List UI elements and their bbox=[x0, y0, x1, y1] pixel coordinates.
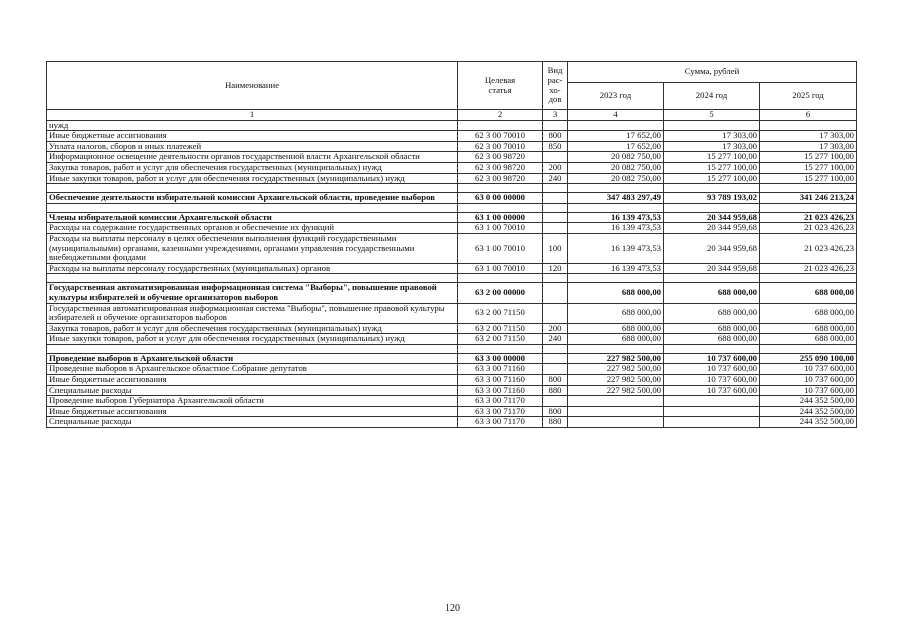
item-name: нужд bbox=[47, 120, 458, 131]
empty-cell bbox=[458, 184, 543, 193]
table-header bbox=[47, 62, 857, 121]
expense-type bbox=[543, 283, 568, 303]
table-row bbox=[47, 334, 857, 345]
expense-type: 240 bbox=[543, 173, 568, 184]
amount-2024: 17 303,00 bbox=[664, 131, 760, 142]
table-row bbox=[47, 212, 857, 223]
table-body bbox=[47, 120, 857, 427]
amount-2023: 688 000,00 bbox=[568, 323, 664, 334]
amount-2024: 688 000,00 bbox=[664, 334, 760, 345]
target-article: 63 1 00 70010 bbox=[458, 233, 543, 263]
target-article bbox=[458, 120, 543, 131]
header-expense-type: Вид рас- хо- дов bbox=[543, 62, 568, 110]
table-row bbox=[47, 417, 857, 428]
amount-2025: 15 277 100,00 bbox=[760, 152, 857, 163]
item-name: Иные бюджетные ассигнования bbox=[47, 406, 458, 417]
amount-2025: 17 303,00 bbox=[760, 141, 857, 152]
empty-cell bbox=[760, 344, 857, 353]
table-row bbox=[47, 233, 857, 263]
amount-2024: 688 000,00 bbox=[664, 323, 760, 334]
expense-type: 880 bbox=[543, 417, 568, 428]
item-name: Специальные расходы bbox=[47, 385, 458, 396]
amount-2025: 10 737 600,00 bbox=[760, 364, 857, 375]
expense-type: 850 bbox=[543, 141, 568, 152]
amount-2025: 15 277 100,00 bbox=[760, 162, 857, 173]
target-article: 63 3 00 71170 bbox=[458, 406, 543, 417]
amount-2023: 20 082 750,00 bbox=[568, 173, 664, 184]
table-row bbox=[47, 120, 857, 131]
amount-2024: 15 277 100,00 bbox=[664, 162, 760, 173]
item-name: Иные закупки товаров, работ и услуг для обеспечения государственных (муниципальных) нужд bbox=[47, 173, 458, 184]
amount-2023: 227 982 500,00 bbox=[568, 385, 664, 396]
expense-type bbox=[543, 396, 568, 407]
amount-2023: 20 082 750,00 bbox=[568, 162, 664, 173]
header-sum-rubles: Сумма, рублей bbox=[568, 62, 857, 83]
target-article: 63 3 00 71160 bbox=[458, 375, 543, 386]
column-number-row bbox=[47, 110, 857, 121]
amount-2024 bbox=[664, 406, 760, 417]
amount-2023 bbox=[568, 417, 664, 428]
expense-type bbox=[543, 152, 568, 163]
amount-2025: 688 000,00 bbox=[760, 323, 857, 334]
empty-cell bbox=[543, 184, 568, 193]
item-name: Обеспечение деятельности избирательной комиссии Архангельской области, проведение выборов bbox=[47, 193, 458, 204]
amount-2024: 20 344 959,68 bbox=[664, 233, 760, 263]
column-number: 1 bbox=[47, 110, 458, 121]
amount-2023 bbox=[568, 120, 664, 131]
target-article: 62 3 00 98720 bbox=[458, 152, 543, 163]
item-name: Государственная автоматизированная информационная система "Выборы", повышение правовой культуры избирателей и обучение организаторов выборов bbox=[47, 283, 458, 303]
amount-2023: 17 652,00 bbox=[568, 131, 664, 142]
target-article: 63 1 00 00000 bbox=[458, 212, 543, 223]
target-article: 63 3 00 71160 bbox=[458, 385, 543, 396]
item-name: Специальные расходы bbox=[47, 417, 458, 428]
item-name: Проведение выборов в Архангельское областное Собрание депутатов bbox=[47, 364, 458, 375]
amount-2023: 688 000,00 bbox=[568, 283, 664, 303]
amount-2024 bbox=[664, 120, 760, 131]
amount-2023 bbox=[568, 406, 664, 417]
amount-2025: 21 023 426,23 bbox=[760, 223, 857, 234]
amount-2023: 16 139 473,53 bbox=[568, 233, 664, 263]
target-article: 62 3 00 98720 bbox=[458, 162, 543, 173]
item-name: Уплата налогов, сборов и иных платежей bbox=[47, 141, 458, 152]
item-name: Государственная автоматизированная информационная система "Выборы", повышение правовой культуры избирателей и обучение организаторов выборов bbox=[47, 303, 458, 323]
amount-2024: 10 737 600,00 bbox=[664, 375, 760, 386]
expense-type: 240 bbox=[543, 334, 568, 345]
empty-cell bbox=[47, 203, 458, 212]
amount-2025: 341 246 213,24 bbox=[760, 193, 857, 204]
amount-2024: 17 303,00 bbox=[664, 141, 760, 152]
table-row bbox=[47, 131, 857, 142]
amount-2025: 15 277 100,00 bbox=[760, 173, 857, 184]
expense-type: 800 bbox=[543, 375, 568, 386]
empty-cell bbox=[760, 184, 857, 193]
page-number: 120 bbox=[445, 603, 460, 614]
expense-type bbox=[543, 223, 568, 234]
empty-cell bbox=[47, 184, 458, 193]
amount-2024: 10 737 600,00 bbox=[664, 364, 760, 375]
amount-2023: 16 139 473,53 bbox=[568, 263, 664, 274]
table-row bbox=[47, 173, 857, 184]
amount-2023: 347 483 297,49 bbox=[568, 193, 664, 204]
spacer-row bbox=[47, 344, 857, 353]
target-article: 62 3 00 98720 bbox=[458, 173, 543, 184]
amount-2024: 15 277 100,00 bbox=[664, 152, 760, 163]
expense-type: 120 bbox=[543, 263, 568, 274]
target-article: 63 1 00 70010 bbox=[458, 223, 543, 234]
expense-type: 200 bbox=[543, 323, 568, 334]
target-article: 63 0 00 00000 bbox=[458, 193, 543, 204]
table-row bbox=[47, 396, 857, 407]
target-article: 63 2 00 71150 bbox=[458, 323, 543, 334]
amount-2025: 688 000,00 bbox=[760, 283, 857, 303]
header-year-2025: 2025 год bbox=[760, 83, 857, 110]
budget-table bbox=[46, 61, 857, 428]
amount-2025: 21 023 426,23 bbox=[760, 233, 857, 263]
amount-2025: 21 023 426,23 bbox=[760, 263, 857, 274]
amount-2024: 20 344 959,68 bbox=[664, 223, 760, 234]
amount-2023: 17 652,00 bbox=[568, 141, 664, 152]
expense-type: 800 bbox=[543, 131, 568, 142]
empty-cell bbox=[543, 344, 568, 353]
table-row bbox=[47, 152, 857, 163]
column-number: 6 bbox=[760, 110, 857, 121]
amount-2025: 21 023 426,23 bbox=[760, 212, 857, 223]
expense-type bbox=[543, 120, 568, 131]
amount-2024: 10 737 600,00 bbox=[664, 353, 760, 364]
item-name: Расходы на выплаты персоналу государственных (муниципальных) органов bbox=[47, 263, 458, 274]
item-name: Информационное освещение деятельности органов государственной власти Архангельской области bbox=[47, 152, 458, 163]
target-article: 63 1 00 70010 bbox=[458, 263, 543, 274]
amount-2025: 255 090 100,00 bbox=[760, 353, 857, 364]
column-number: 5 bbox=[664, 110, 760, 121]
empty-cell bbox=[568, 344, 664, 353]
table-row bbox=[47, 303, 857, 323]
amount-2023: 16 139 473,53 bbox=[568, 212, 664, 223]
amount-2024 bbox=[664, 417, 760, 428]
item-name: Расходы на выплаты персоналу в целях обеспечения выполнения функций государственными (муниципальными) органами, казенными учреждениями, органами управления государственными внебюджетными фондами bbox=[47, 233, 458, 263]
item-name: Закупка товаров, работ и услуг для обеспечения государственных (муниципальных) нужд bbox=[47, 162, 458, 173]
item-name: Закупка товаров, работ и услуг для обеспечения государственных (муниципальных) нужд bbox=[47, 323, 458, 334]
target-article: 63 3 00 71160 bbox=[458, 364, 543, 375]
table-row bbox=[47, 323, 857, 334]
amount-2025: 244 352 500,00 bbox=[760, 417, 857, 428]
empty-cell bbox=[47, 274, 458, 283]
empty-cell bbox=[664, 344, 760, 353]
table-row bbox=[47, 141, 857, 152]
amount-2025: 244 352 500,00 bbox=[760, 396, 857, 407]
expense-type: 880 bbox=[543, 385, 568, 396]
expense-type bbox=[543, 303, 568, 323]
expense-type bbox=[543, 193, 568, 204]
item-name: Члены избирательной комиссии Архангельской области bbox=[47, 212, 458, 223]
empty-cell bbox=[458, 274, 543, 283]
target-article: 63 3 00 71170 bbox=[458, 396, 543, 407]
empty-cell bbox=[664, 203, 760, 212]
item-name: Иные бюджетные ассигнования bbox=[47, 131, 458, 142]
amount-2024: 20 344 959,68 bbox=[664, 212, 760, 223]
amount-2024: 15 277 100,00 bbox=[664, 173, 760, 184]
empty-cell bbox=[458, 203, 543, 212]
header-year-2023: 2023 год bbox=[568, 83, 664, 110]
table-row bbox=[47, 406, 857, 417]
target-article: 63 3 00 71170 bbox=[458, 417, 543, 428]
empty-cell bbox=[568, 274, 664, 283]
spacer-row bbox=[47, 203, 857, 212]
amount-2025: 17 303,00 bbox=[760, 131, 857, 142]
target-article: 62 3 00 70010 bbox=[458, 131, 543, 142]
empty-cell bbox=[568, 203, 664, 212]
column-number: 2 bbox=[458, 110, 543, 121]
amount-2024: 688 000,00 bbox=[664, 283, 760, 303]
amount-2023: 688 000,00 bbox=[568, 303, 664, 323]
table-row bbox=[47, 193, 857, 204]
amount-2025 bbox=[760, 120, 857, 131]
amount-2025: 10 737 600,00 bbox=[760, 375, 857, 386]
empty-cell bbox=[47, 344, 458, 353]
empty-cell bbox=[458, 344, 543, 353]
amount-2024: 20 344 959,68 bbox=[664, 263, 760, 274]
empty-cell bbox=[568, 184, 664, 193]
amount-2023: 227 982 500,00 bbox=[568, 375, 664, 386]
empty-cell bbox=[664, 274, 760, 283]
amount-2024: 93 789 193,02 bbox=[664, 193, 760, 204]
target-article: 63 2 00 71150 bbox=[458, 303, 543, 323]
expense-type: 800 bbox=[543, 406, 568, 417]
target-article: 63 2 00 00000 bbox=[458, 283, 543, 303]
column-number: 3 bbox=[543, 110, 568, 121]
column-number: 4 bbox=[568, 110, 664, 121]
expense-type: 200 bbox=[543, 162, 568, 173]
item-name: Расходы на содержание государственных органов и обеспечение их функций bbox=[47, 223, 458, 234]
amount-2025: 10 737 600,00 bbox=[760, 385, 857, 396]
item-name: Проведение выборов Губернатора Архангельской области bbox=[47, 396, 458, 407]
table-row bbox=[47, 223, 857, 234]
header-name: Наименование bbox=[47, 62, 458, 110]
amount-2023: 227 982 500,00 bbox=[568, 364, 664, 375]
table-row bbox=[47, 162, 857, 173]
amount-2024 bbox=[664, 396, 760, 407]
table-row bbox=[47, 353, 857, 364]
target-article: 63 3 00 00000 bbox=[458, 353, 543, 364]
spacer-row bbox=[47, 274, 857, 283]
table-row bbox=[47, 364, 857, 375]
expense-type bbox=[543, 364, 568, 375]
amount-2024: 688 000,00 bbox=[664, 303, 760, 323]
spacer-row bbox=[47, 184, 857, 193]
table-row bbox=[47, 263, 857, 274]
amount-2024: 10 737 600,00 bbox=[664, 385, 760, 396]
empty-cell bbox=[664, 184, 760, 193]
table-row bbox=[47, 385, 857, 396]
empty-cell bbox=[760, 203, 857, 212]
target-article: 62 3 00 70010 bbox=[458, 141, 543, 152]
expense-type: 100 bbox=[543, 233, 568, 263]
empty-cell bbox=[543, 274, 568, 283]
amount-2023 bbox=[568, 396, 664, 407]
amount-2023: 16 139 473,53 bbox=[568, 223, 664, 234]
amount-2023: 688 000,00 bbox=[568, 334, 664, 345]
empty-cell bbox=[543, 203, 568, 212]
item-name: Иные бюджетные ассигнования bbox=[47, 375, 458, 386]
expense-type bbox=[543, 353, 568, 364]
header-target-article: Целевая статья bbox=[458, 62, 543, 110]
table-row bbox=[47, 375, 857, 386]
expense-type bbox=[543, 212, 568, 223]
amount-2023: 20 082 750,00 bbox=[568, 152, 664, 163]
amount-2025: 244 352 500,00 bbox=[760, 406, 857, 417]
amount-2025: 688 000,00 bbox=[760, 303, 857, 323]
header-year-2024: 2024 год bbox=[664, 83, 760, 110]
amount-2023: 227 982 500,00 bbox=[568, 353, 664, 364]
amount-2025: 688 000,00 bbox=[760, 334, 857, 345]
table-row bbox=[47, 283, 857, 303]
empty-cell bbox=[760, 274, 857, 283]
target-article: 63 2 00 71150 bbox=[458, 334, 543, 345]
item-name: Иные закупки товаров, работ и услуг для обеспечения государственных (муниципальных) нужд bbox=[47, 334, 458, 345]
item-name: Проведение выборов в Архангельской области bbox=[47, 353, 458, 364]
